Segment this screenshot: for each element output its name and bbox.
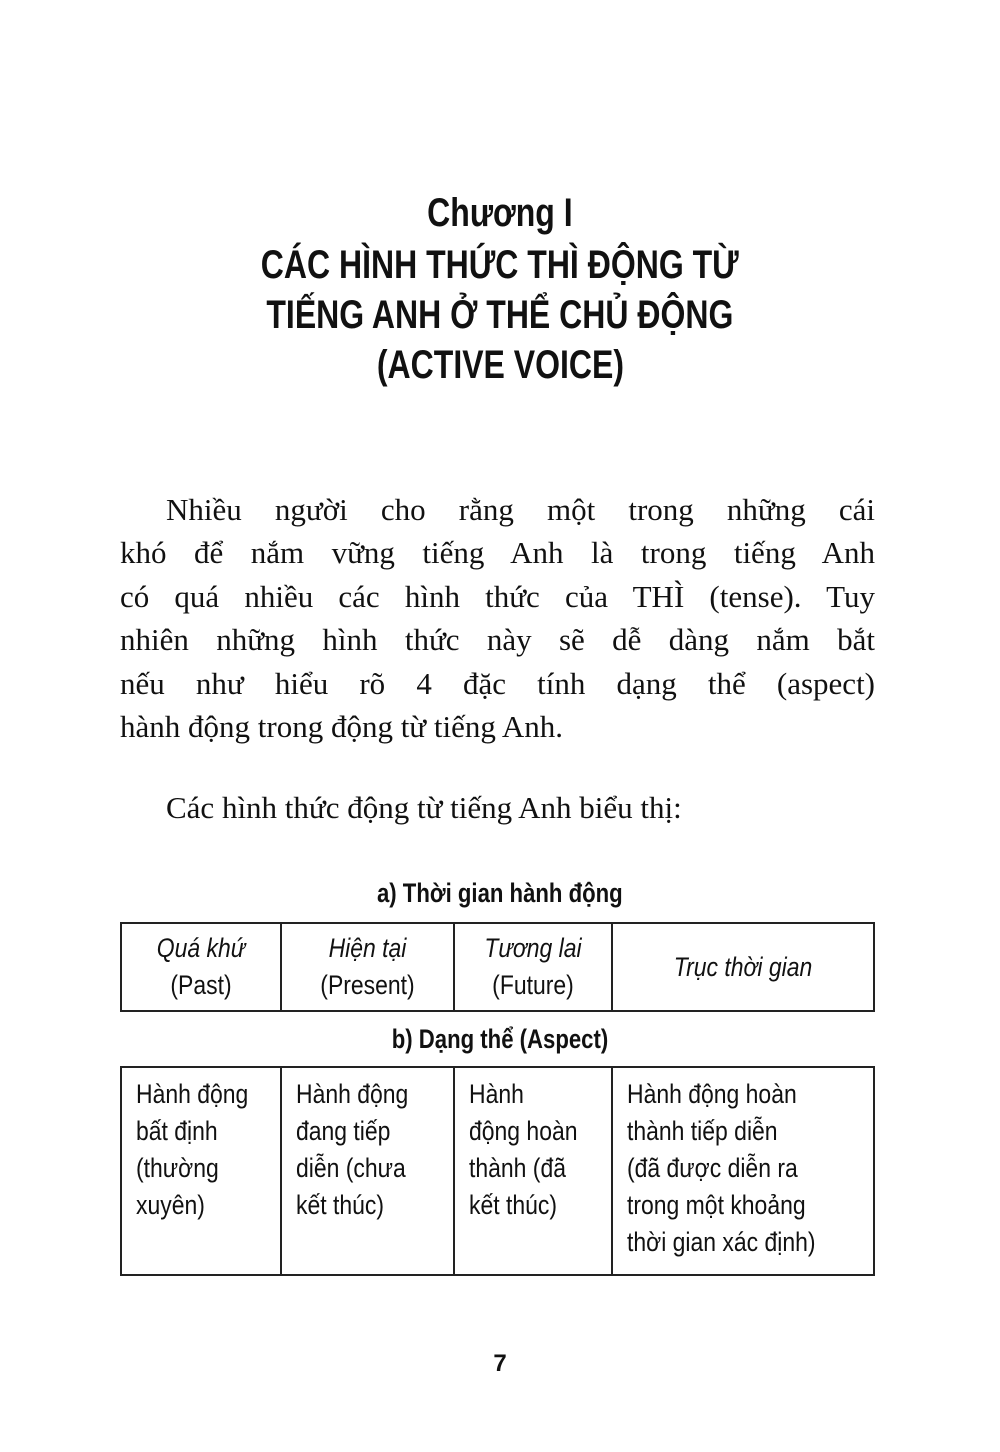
aspect-table: [120, 1066, 875, 1276]
paragraph-line: nếu như hiểu rõ 4 đặc tính dạng thể (aspect): [120, 665, 875, 701]
table-a-caption: a) Thời gian hành động: [377, 878, 623, 908]
table-cell: Trục thời gian: [612, 923, 874, 1011]
table-cell: Quá khứ (Past): [121, 923, 281, 1011]
paragraph-line: nhiên những hình thức này sẽ dễ dàng nắm bắt: [120, 622, 875, 658]
chapter-label: Chương I: [427, 191, 573, 235]
table-cell: Hiện tại (Present): [281, 923, 454, 1011]
page-number: 7: [493, 1350, 507, 1377]
paragraph-line: có quá nhiều các hình thức của THÌ (tense). Tuy: [120, 578, 875, 614]
lead-in: [120, 786, 875, 829]
table-cell: Hành động hoàn thành tiếp diễn (đã được diễn ra trong một khoảng thời gian xác định): [612, 1067, 874, 1275]
table-cell: Hành động hoàn thành (đã kết thúc): [454, 1067, 612, 1275]
intro-paragraph: [120, 488, 875, 748]
chapter-title-line: TIẾNG ANH Ở THỂ CHỦ ĐỘNG: [266, 293, 734, 337]
paragraph-line: khó để nắm vững tiếng Anh là trong tiếng Anh: [120, 535, 875, 571]
table-cell: Tương lai (Future): [454, 923, 612, 1011]
time-table: [120, 922, 875, 1012]
paragraph-line: hành động trong động từ tiếng Anh.: [120, 708, 564, 744]
table-cell: Hành động đang tiếp diễn (chưa kết thúc): [281, 1067, 454, 1275]
table-b-caption: b) Dạng thể (Aspect): [391, 1024, 609, 1054]
chapter-title-line: CÁC HÌNH THỨC THÌ ĐỘNG TỪ: [261, 243, 739, 287]
lead-in-text: Các hình thức động từ tiếng Anh biểu thị:: [166, 790, 682, 825]
paragraph-line: Nhiều người cho rằng một trong những cái: [166, 492, 875, 527]
table-cell: Hành động bất định (thường xuyên): [121, 1067, 281, 1275]
chapter-title-line: (ACTIVE VOICE): [376, 343, 624, 387]
